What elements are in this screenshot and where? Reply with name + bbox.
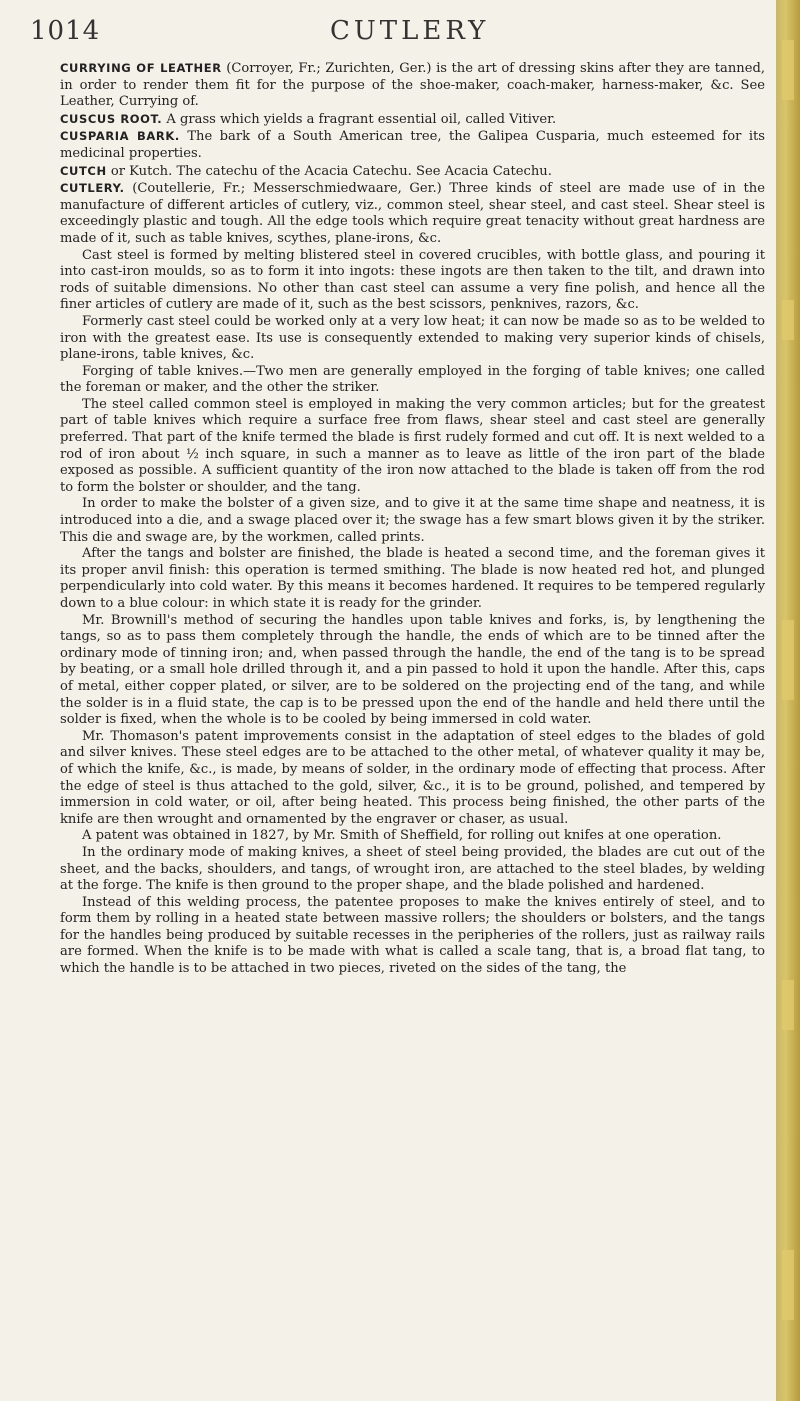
entry-headword: CUTLERY. (60, 181, 125, 196)
entry-currying (60, 60, 765, 111)
entry-text: or Kutch. The catechu of the Acacia Catechu. See Acacia Catechu. (110, 163, 552, 179)
page-header (30, 16, 770, 56)
entry-text: The bark of a South American tree, the Galipea Cusparia, much esteemed for its medicinal properties. (60, 129, 766, 161)
entry-text: (Coutellerie, Fr.; Messerschmiedwaare, Ger.) Three kinds of steel are made use of in the manufacture of different articles of cutlery, viz., common steel, shear steel, and cast steel. Shear steel is exceedingly plastic and tough. All the edge tools which require great tenacity without great hardness are made of it, such as table knives, scythes, plane-irons, &c. (60, 181, 765, 246)
paragraph: A patent was obtained in 1827, by Mr. Smith of Sheffield, for rolling out knifes at one operation. (82, 828, 722, 844)
paragraph: Mr. Brownill's method of securing the handles upon table knives and forks, is, by lengthening the tangs, so as to pass them completely through the handle, the ends of which are to be tinned after the ordinary mode of tinning iron; and, when passed through the handle, the end of the tang is to be spread by beating, or a small hole drilled through it, and a pin passed to hold it upon the handle. After this, caps of metal, either copper plated, or silver, are to be soldered on the projecting end of the tang, and while the solder is in a fluid state, the cap is to be pressed upon the end of the handle and held there until the solder is fixed, when the whole is to be cooled by being immersed in cold water. (60, 612, 765, 728)
paragraph: Instead of this welding process, the patentee proposes to make the knives entirely of steel, and to form them by rolling in a heated state between massive rollers; the shoulders or bolsters, and the tangs for the handles being produced by suitable recesses in the peripheries of the rollers, just as railway rails are formed. When the knife is to be made with what is called a scale tang, that is, a broad flat tang, to which the handle is to be attached in two pieces, riveted on the sides of the tang, the (60, 894, 765, 977)
paragraph: Formerly cast steel could be worked only at a very low heat; it can now be made so as to be welded to iron with the greatest ease. Its use is consequently extended to making very superior kinds of chisels, plane-irons, table knives, &c. (60, 313, 765, 363)
entry-headword: CUSPARIA BARK. (60, 129, 180, 144)
paragraph: Cast steel is formed by melting blistered steel in covered crucibles, with bottle glass, and pouring it into cast-iron moulds, so as to form it into ingots: these ingots are then taken to the tilt, and drawn into rods of suitable dimensions. No other than cast steel can assume a very fine polish, and hence all the finer articles of cutlery are made of it, such as the best scissors, penknives, razors, &c. (60, 247, 765, 313)
paragraph: In order to make the bolster of a given size, and to give it at the same time shape and neatness, it is introduced into a die, and a swage placed over it; the swage has a few smart blows given it by the striker. This die and swage are, by the workmen, called prints. (60, 496, 765, 545)
entry-text: (Corroyer, Fr.; Zurichten, Ger.) is the art of dressing skins after they are tanned, in order to render them fit for the purpose of the shoe-maker, coach-maker, harness-maker, &c. See Leather, Currying of. (60, 61, 765, 110)
entry-cutch (60, 163, 765, 181)
running-head: CUTLERY (330, 16, 490, 46)
entry-cutlery (60, 180, 765, 247)
paragraph: In the ordinary mode of making knives, a sheet of steel being provided, the blades are cut out of the sheet, and the backs, shoulders, and tangs, of wrought iron, are attached to the steel blades, by welding at the forge. The knife is then ground to the proper shape, and the blade polished and hardened. (60, 844, 765, 894)
page-body (60, 60, 765, 978)
paragraph: Forging of table knives.—Two men are generally employed in the forging of table knives; one called the foreman or maker, and the other the striker. (60, 363, 765, 396)
paragraph: Mr. Thomason's patent improvements consist in the adaptation of steel edges to the blades of gold and silver knives. These steel edges are to be attached to the other metal, of whatever quality it may be, of which the knife, &c., is made, by means of solder, in the ordinary mode of effecting that process. After the edge of steel is thus attached to the gold, silver, &c., it is to be ground, polished, and tempered by immersion in cold water, or oil, after being heated. This process being finished, the other parts of the knife are then wrought and ornamented by the engraver or chaser, as usual. (60, 728, 765, 827)
paragraph: The steel called common steel is employed in making the very common articles; but for the greatest part of table knives which require a surface free from flaws, shear steel and cast steel are generally preferred. That part of the knife termed the blade is first rudely formed and cut off. It is next welded to a rod of iron about ½ inch square, in such a manner as to leave as little of the iron part of the blade exposed as possible. A sufficient quantity of the iron now attached to the blade is taken off from the rod to form the bolster or shoulder, and the tang. (60, 396, 765, 495)
entry-headword: CUSCUS ROOT. (60, 111, 163, 126)
page-number: 1014 (30, 16, 101, 46)
entry-cusparia-bark (60, 128, 765, 162)
entry-cuscus-root (60, 111, 765, 129)
entry-headword: CUTCH (60, 163, 107, 178)
paragraph: After the tangs and bolster are finished, the blade is heated a second time, and the foreman gives it its proper anvil finish: this operation is termed smithing. The blade is now heated red hot, and plunged perpendicularly into cold water. By this means it becomes hardened. It requires to be tempered regularly down to a blue colour: in which state it is ready for the grinder. (60, 546, 765, 611)
entry-headword: CURRYING OF LEATHER (60, 61, 222, 75)
entry-text: A grass which yields a fragrant essential oil, called Vitiver. (166, 111, 557, 127)
page-edge-binding (776, 0, 800, 1401)
